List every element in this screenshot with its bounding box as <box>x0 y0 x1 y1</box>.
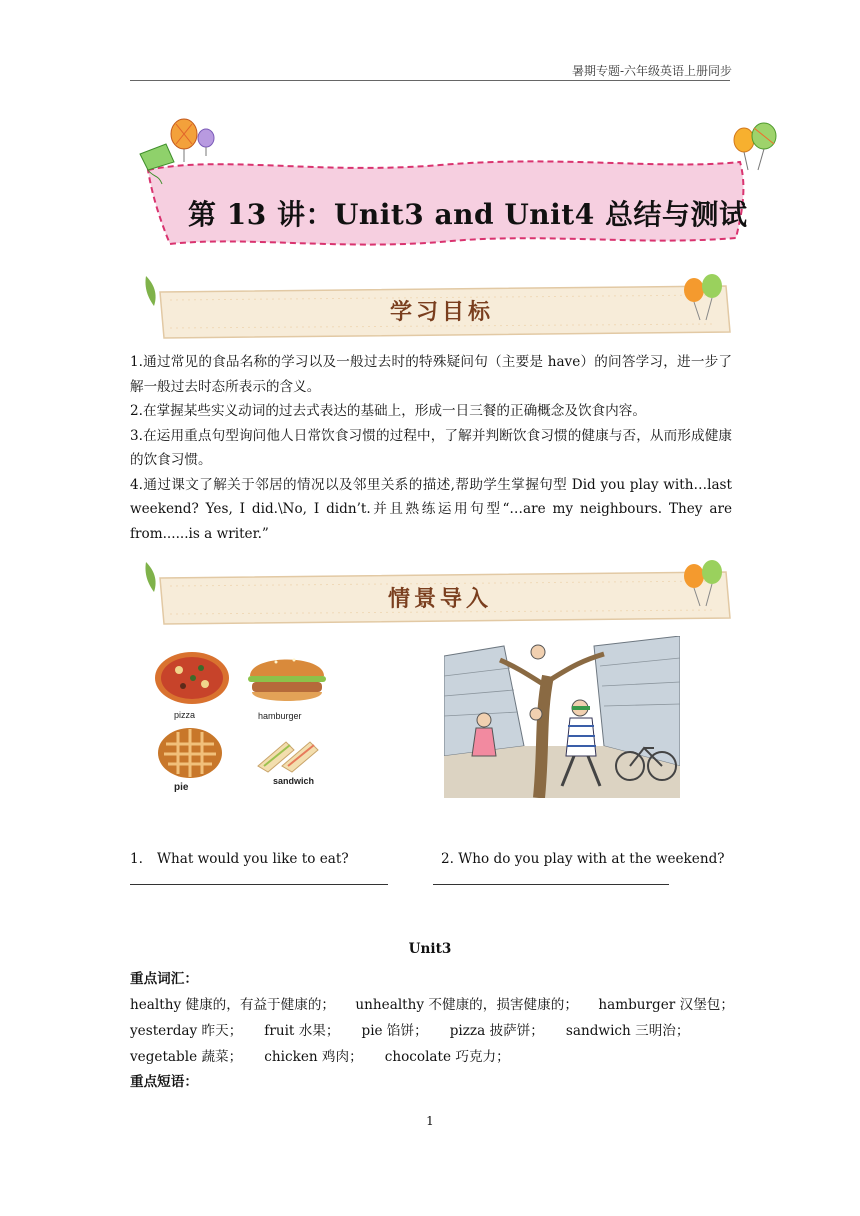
food-label: pie <box>174 782 189 793</box>
vocab-item: unhealthy 不健康的，损害健康的； <box>355 997 578 1013</box>
balloon-icon <box>730 122 784 178</box>
food-label: pizza <box>174 710 196 720</box>
vocab-row <box>130 1018 734 1044</box>
goals-heading: 学习目标 <box>390 300 495 325</box>
page-number: 1 <box>426 1114 434 1128</box>
vocab-item: yesterday 昨天； <box>130 1023 243 1039</box>
balloon-icon <box>166 118 218 168</box>
goal-item: 1.通过常见的食品名称的学习以及一般过去时的特殊疑问句（主要是 have）的问答学习，进一步了解一般过去时态所表示的含义。 <box>130 354 732 395</box>
food-label: sandwich <box>273 776 315 786</box>
question-1: What would you like to eat? <box>157 851 349 867</box>
question-1-number: 1. <box>130 851 143 867</box>
learning-goals <box>130 350 732 546</box>
vocab-row <box>130 992 734 1018</box>
header-text: 暑期专题-六年级英语上册同步 <box>571 64 732 78</box>
goal-item: 2.在掌握某些实义动词的过去式表达的基础上，形成一日三餐的正确概念及饮食内容。 <box>130 403 646 419</box>
vocab-item: sandwich 三明治； <box>565 1023 690 1039</box>
goal-item: 3.在运用重点句型询问他人日常饮食习惯的过程中，了解并判断饮食习惯的健康与否，从而形成健康的饮食习惯。 <box>130 427 732 468</box>
hamburger-image <box>246 650 328 708</box>
intro-heading: 情景导入 <box>388 587 493 612</box>
children-playing-illustration <box>444 636 680 798</box>
goal-item: 4.通过课文了解关于邻居的情况以及邻里关系的描述,帮助学生掌握句型 Did you play with…last weekend? Yes, I did.\No, I didn’t.并且熟练运用句型“…are my neighbours. They are from......is a writer.” <box>130 476 732 542</box>
pizza-image <box>153 650 231 706</box>
vocab-item: pie 馅饼； <box>361 1023 428 1039</box>
vocab-item: pizza 披萨饼； <box>449 1023 544 1039</box>
vocab-item: healthy 健康的，有益于健康的； <box>130 997 336 1013</box>
header-rule <box>130 80 730 81</box>
answer-line-2[interactable] <box>433 884 669 885</box>
vocab-item: fruit 水果； <box>264 1023 340 1039</box>
answer-line-1[interactable] <box>130 884 388 885</box>
vocab-item: vegetable 蔬菜； <box>130 1049 243 1065</box>
vocab-row <box>130 1044 734 1070</box>
food-label: hamburger <box>258 711 302 721</box>
vocab-heading: 重点词汇： <box>130 971 198 987</box>
page-title: 第 13 讲：Unit3 and Unit4 总结与测试 <box>188 198 748 231</box>
vocab-item: chicken 鸡肉； <box>264 1049 363 1065</box>
sandwich-image <box>254 736 322 774</box>
vocab-list <box>130 992 734 1070</box>
pie-image <box>156 726 224 780</box>
question-2: 2. Who do you play with at the weekend? <box>441 851 725 867</box>
unit-title: Unit3 <box>408 941 452 957</box>
phrase-heading: 重点短语： <box>130 1074 198 1090</box>
vocab-item: hamburger 汉堡包； <box>598 997 734 1013</box>
vocab-item: chocolate 巧克力； <box>384 1049 510 1065</box>
